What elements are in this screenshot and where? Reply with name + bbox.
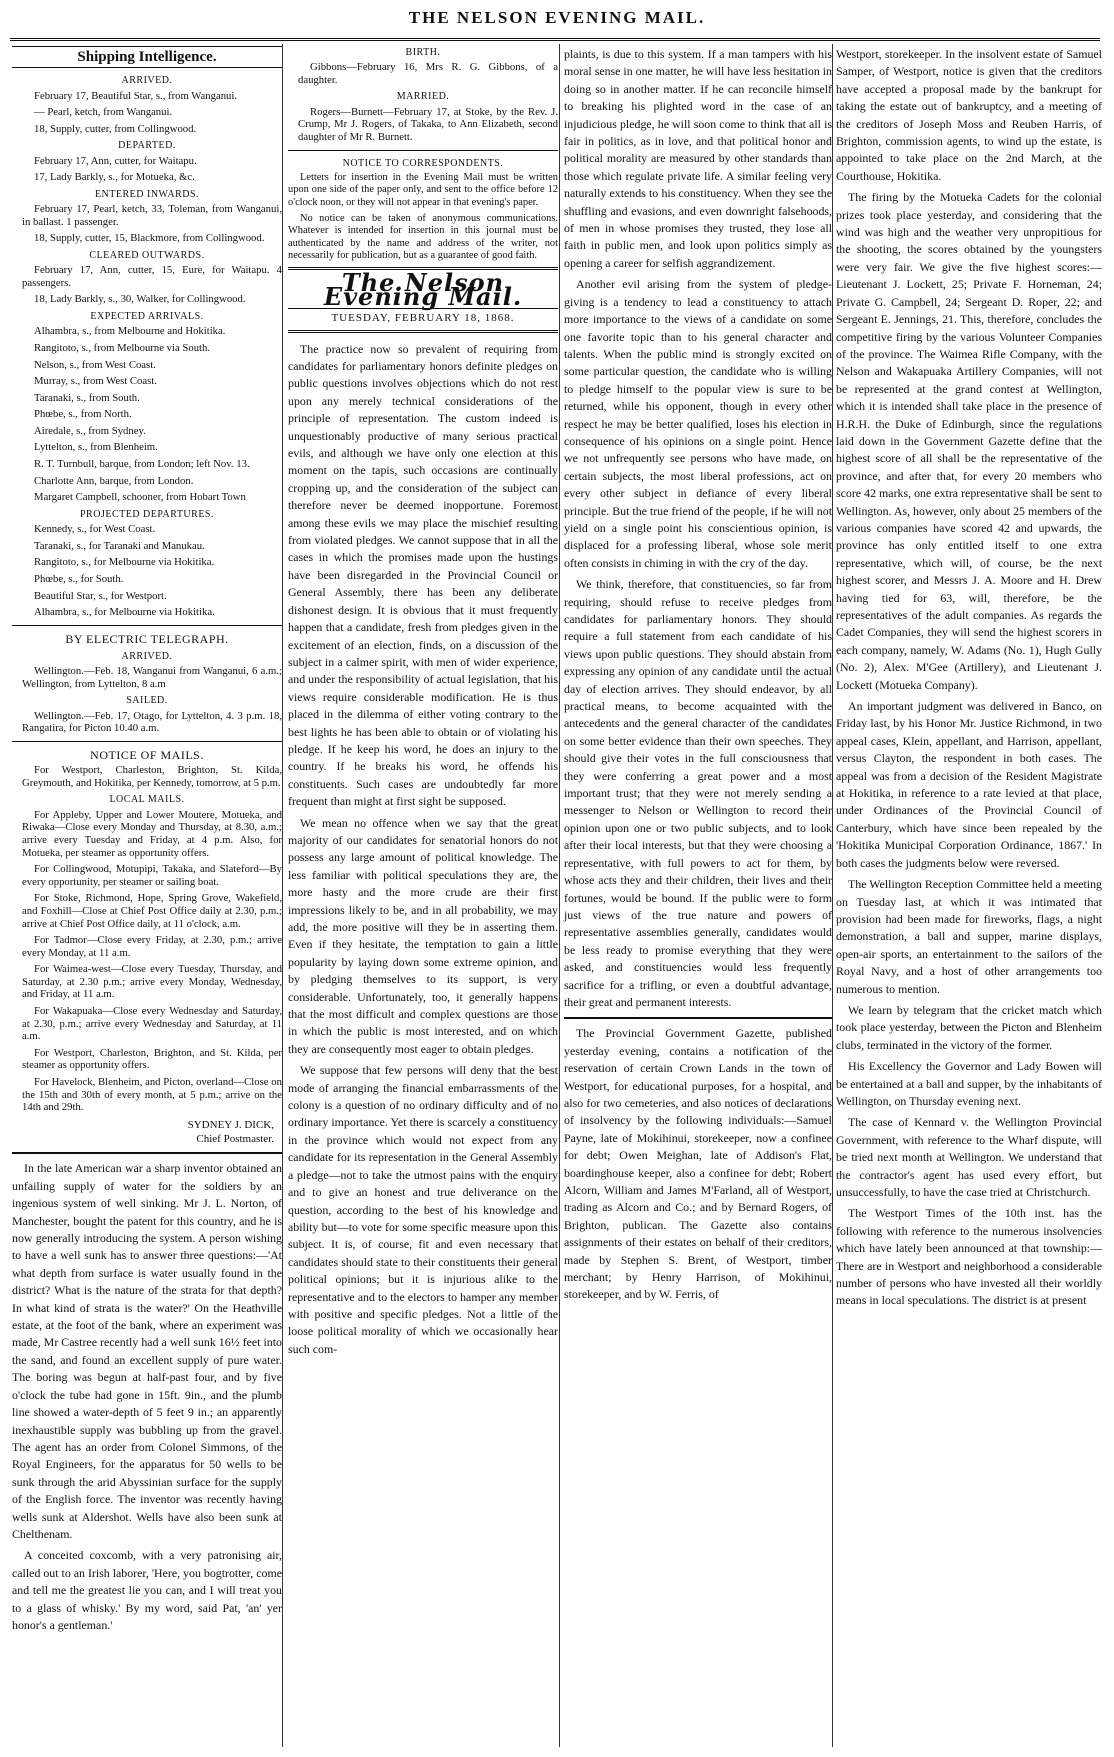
- local-mails-heading: LOCAL MAILS.: [109, 794, 185, 806]
- mail-entry: For Wakapuaka—Close every Wednesday and Saturday, at 2.30, p.m.; arrive every Wednesday and Saturday, at 11 a.m.: [22, 1005, 282, 1043]
- section-rule: [12, 1152, 282, 1154]
- top-rule: [10, 38, 1100, 41]
- shipping-entry: 18, Lady Barkly, s., 30, Walker, for Collingwood.: [34, 293, 246, 306]
- cleared-heading: CLEARED OUTWARDS.: [89, 249, 205, 261]
- column-divider: [559, 44, 560, 1747]
- mail-entry: For Westport, Charleston, Brighton, St. Kilda, Greymouth, and Hokitika, per Kennedy, tomorrow, at 5 p.m.: [22, 764, 282, 789]
- article-paragraph: The Westport Times of the 10th inst. has the following with reference to the numerous insolvencies which have lately been announced at that township:—There are in Westport and neighborhood a considerable number of persons who have invested all their worldly means in local speculations. The district is at present: [836, 1206, 1102, 1308]
- article-paragraph: The Provincial Government Gazette, published yesterday evening, contains a notification of the reservation of certain Crown Lands in the town of Westport, for educational purposes, for a hospital, and also for two cemeteries, and also notices of declarations of insolvency by the following individuals:—Samuel Payne, late of Mokihinui, storekeeper, now a confinee for debt; Owen Meighan, late of Addison's Flat, boardinghouse keeper, also a confinee for debt; Robert Alcorn, William and James M'Farland, all of Westport, trading as Alcorn and Co.; and by Bernard Rogers, of Brighton, publican. The Gazette also contains assignments of their estates on behalf of their creditors, made by Stephen S. Brent, of Westport, timber merchant; by Henry Harrison, of Mokihinui, storekeeper, and by W. Ferris, of: [564, 1026, 832, 1302]
- projected-heading: PROJECTED DEPARTURES.: [80, 508, 214, 520]
- editorial-paragraph: We suppose that few persons will deny that the best mode of arranging the financial embarrassments of the colony is a question of no ordinary difficulty and of no ordinary importance. Yet there is scarcely a constituency in the province which would not expect from any candidate for its representation in the General Assembly a pledge—not to take the utmost pains with the enquiry and to give an honest and true deliverance on the question, according to the best of his knowledge and ability but—to vote for some specific measure upon this subject. It is, of course, fit and even necessary that candidates should state to their constituents their general political opinions; but it is injurious alike to the representative and to the electors to hamper any member with positive and specific pledges. Not a little of the loose political morality of which we occasionally hear such com-: [288, 1063, 558, 1356]
- shipping-entry: Beautiful Star, s., for Westport.: [34, 589, 167, 602]
- section-rule: [288, 330, 558, 333]
- shipping-entry: Rangitoto, s., for Melbourne via Hokitika.: [34, 556, 215, 569]
- shipping-entry: Nelson, s., from West Coast.: [34, 358, 156, 371]
- article-paragraph: The case of Kennard v. the Wellington Provincial Government, with reference to the Wharf dispute, will be tried next month at Wellington. We understand that the contractor's agent has used every effort, but unsuccessfully, to have the case tried at Christchurch.: [836, 1115, 1102, 1199]
- shipping-entry: February 17, Ann, cutter, for Waitapu.: [34, 154, 197, 167]
- section-rule: [564, 1017, 832, 1019]
- article-paragraph: Westport, storekeeper. In the insolvent estate of Samuel Samper, of Westport, notice is given that the creditors have accepted a proposal made by the bankrupt for taking the estate out of bankruptcy, and a meeting of the creditors of Joseph Moss and Reuben Harris, of Brighton, commission agents, to wind up the estate, is appointed to take place on the 2nd March, at the Courthouse, Hokitika.: [836, 47, 1102, 183]
- column-divider: [282, 44, 283, 1747]
- mail-entry: For Appleby, Upper and Lower Moutere, Motueka, and Riwaka—Close every Monday and Thursday, at 8.30, a.m.; arrive every Tuesday and Friday, at 4 p.m. Also, for Motueka, per steamer as opportunity offers.: [22, 808, 282, 859]
- editorial-paragraph: We mean no offence when we say that the great majority of our candidates for senatorial honors do not possess any large amount of political knowledge. The less familiar with political speculations they are, the more hasty and the more crude are their first impressions likely to be, and in all probability, we may add, the more positive will they be in asserting them. Even if they hesitate, the temptation to gain a little popularity by laying down some extreme opinion, and by pledging themselves to its support, is very considerable. Unfortunately, too, it generally happens that the most difficult and complex questions are those in which the public is most interested, and on which they are consequently most eager to obtain pledges.: [288, 815, 558, 1056]
- shipping-entry: Phœbe, s., for South.: [34, 572, 124, 585]
- mail-entry: For Stoke, Richmond, Hope, Spring Grove, Wakefield, and Foxhill—Close at Chief Post Office daily at 2.30, p.m.; arrive at Chief Post Office daily, at 11 o'clock, a.m.: [22, 892, 282, 930]
- arrived-heading: ARRIVED.: [121, 75, 173, 87]
- shipping-entry: 17, Lady Barkly, s., for Motueka, &c.: [34, 171, 195, 184]
- telegraph-entry: Wellington.—Feb. 18, Wanganui from Wanganui, 6 a.m.; Wellington, from Lyttelton, 8 a.m: [22, 665, 282, 690]
- telegraph-heading: BY ELECTRIC TELEGRAPH.: [65, 631, 229, 646]
- masthead: THE NELSON EVENING MAIL.: [408, 8, 706, 27]
- column-divider: [832, 44, 833, 1747]
- column-2: [288, 46, 558, 1362]
- section-rule: [12, 741, 282, 742]
- departed-heading: DEPARTED.: [118, 140, 176, 152]
- married-heading: MARRIED.: [396, 91, 450, 103]
- notice-paragraph: No notice can be taken of anonymous communications. Whatever is intended for insertion in this journal must be authenticated by the name and address of the writer, not necessarily for publication, but as a guarantee of good faith.: [288, 213, 558, 262]
- shipping-entry: Kennedy, s., for West Coast.: [34, 523, 156, 536]
- nameplate: The Nelson Evening Mail.: [323, 267, 523, 311]
- section-rule: [288, 150, 558, 151]
- article-paragraph: The Wellington Reception Committee held a meeting on Tuesday last, at which it was intimated that provision had been made for fireworks, flags, a night demonstration, a ball and supper, marine displays, open-air sports, an entertainment to the sailors of the Royal Navy, and a host of other arrangements too numerous to mention.: [836, 877, 1102, 996]
- postmaster-signature: SYDNEY J. DICK,: [187, 1118, 274, 1131]
- shipping-entry: Taranaki, s., for Taranaki and Manukau.: [34, 539, 205, 552]
- telegraph-arrived-heading: ARRIVED.: [121, 651, 173, 662]
- editorial-paragraph: plaints, is due to this system. If a man tampers with his moral sense in one matter, he will have less hesitation in doing so in another matter. If he can reconcile himself to breaking his plighted word in the case of an injudicious pledge, he will soon come to think that all is fair in politics, as in love, and that political honor and political morality are measured by other standards than those which regulate private life. A similar feeling very naturally extends to his constituency. When they see the shuffling and evasions, and even downright falsehoods, of men in whose promises they trusted, they lose all faith in public men, and look upon politics simply as opening a career for selfish aggrandizement.: [564, 47, 832, 270]
- shipping-entry: February 17, Ann, cutter, 15, Eure, for Waitapu. 4 passengers.: [22, 264, 282, 289]
- shipping-entry: February 17, Beautiful Star, s., from Wanganui.: [34, 89, 238, 102]
- editorial-paragraph: Another evil arising from the system of pledge-giving is a tendency to lead a constituency to attach more importance to the views of a candidate on some one favorite topic than to his general character and talents. When the public mind is strongly excited on some particular question, the candidate who is willing to pledge himself to the popular view is sure to be returned, while his opponent, though in every other respect he may be better qualified, loses his election in consequence of his opinions on a single point. Hence we not unfrequently see persons who have made, on certain subjects, the most liberal professions, act on every other subject in defiance of every liberal principle. But the true friend of the people, if he will not yield on a single point his conscientious opinion, is displaced for a professing liberal, whose sole merit often consists in chiming in with the cry of the day.: [564, 277, 832, 570]
- shipping-entry: R. T. Turnbull, barque, from London; left Nov. 13.: [34, 458, 250, 471]
- article-paragraph: The firing by the Motueka Cadets for the colonial prizes took place yesterday, and considering that the wind was high and the weather very unpropitious for the shooting, the scores obtained by the youngsters were very fair. We give the five highest scores:—Lieutenant J. Lockett, 25; Private F. Horneman, 24; Private G. Campbell, 24; Sergeant D. Roper, 22; and Sergeant E. Jennings, 21. This, therefore, concludes the competitive firing by the various Volunteer Companies of the province. The Waimea Rifle Company, with the Nelson and Wakapuaka Artillery Companies, will not be represented at the grand contest at Wellington, which it is intended shall take place in the presence of H.R.H. the Duke of Edinburgh, since the regulations laid down in the Government Gazette define that the highest score of all shall be the representative of the province, and after that, for every 20 members who score 42 marks, one extra representative shall be sent to Wellington. As, however, only about 25 members of the various companies have scored 42 and upwards, the province has only entitled itself to one extra representative, which will, of course, be the next highest scorer, and Messrs J. A. Moore and H. Drew having tied for 63, will, therefore, be the representatives of the adult companies. As regards the Cadet Companies, they will send the highest scorers in each company, namely, W. Adams (No. 1), Hugh Gully (No. 2), Alex. M'Gee (Artillery), and Lieutenant J. Lockett (Motueka Company).: [836, 190, 1102, 692]
- shipping-entry: Rangitoto, s., from Melbourne via South.: [34, 341, 211, 354]
- article-paragraph: A conceited coxcomb, with a very patronising air, called out to an Irish laborer, 'Here, you bogtrotter, come and tell me the greatest lie you can, and I will treat you to a glass of whisky.' By my word, said Pat, 'an' yer honor's a gentleman.': [12, 1548, 282, 1632]
- birth-notice: Gibbons—February 16, Mrs R. G. Gibbons, of a daughter.: [298, 61, 558, 86]
- notice-heading: NOTICE TO CORRESPONDENTS.: [342, 157, 504, 169]
- article-paragraph: We learn by telegram that the cricket match which took place yesterday, between the Picton and Blenheim clubs, terminated in the victory of the former.: [836, 1002, 1102, 1052]
- marriage-notice: Rogers—Burnett—February 17, at Stoke, by the Rev. J. Crump, Mr J. Rogers, of Takaka, to Ann Elizabeth, second daughter of Mr R. Burnett.: [298, 105, 558, 143]
- mails-heading: NOTICE OF MAILS.: [90, 747, 204, 762]
- shipping-entry: Taranaki, s., from South.: [34, 391, 140, 404]
- column-1: [12, 46, 282, 1638]
- shipping-entry: 18, Supply, cutter, 15, Blackmore, from Collingwood.: [34, 232, 265, 245]
- dateline: TUESDAY, FEBRUARY 18, 1868.: [331, 312, 515, 325]
- editorial-paragraph: We think, therefore, that constituencies, so far from requiring, should refuse to receive pledges from candidates for parliamentary honors. They should require a full statement from each candidate of his views upon public questions. They should abstain from expressing any opinion of any candidate until the actual day of election arrives. They should endeavor, by all practical means, to become acquainted with the antecedents and the general character of the candidates on some better evidence than their own speeches. They should give their votes in the full consciousness that they were conferring a great power and a most important trust; that they were not merely sending a messenger to Nelson or Wellington to record their opinion upon one or two public subjects, and to look after their local interests, but that they were choosing a representative, with full powers to act for them, by whose acts they and their children, their lives and their fortunes, would be bound. If the public were to form just views of the true nature and powers of representative assemblies generally, candidates would be less ready to promise everything that they were asked, and constituencies would less frequently sacrifice for a trifling, or even a doubtful advantage, their great and permanent interests.: [564, 577, 832, 1009]
- shipping-title: Shipping Intelligence.: [77, 49, 217, 65]
- shipping-entry: Airedale, s., from Sydney.: [34, 424, 146, 437]
- article-paragraph: An important judgment was delivered in Banco, on Friday last, by his Honor Mr. Justice Richmond, in two appeal cases, Klein, appellant, and Harrison, appellant, versus Clayton, the respondent in both cases. The appeal was from a decision of the Resident Magistrate at Hokitika, in reference to a rate levied at that place, under Ordinances of the Provincial Council of Canterbury, which have since been repealed by the 'Hokitika Municipal Corporation Ordinance, 1867.' In both cases the judgments below were reversed.: [836, 699, 1102, 870]
- postmaster-title: Chief Postmaster.: [196, 1133, 274, 1146]
- mail-entry: For Westport, Charleston, Brighton, and St. Kilda, per steamer as opportunity offers.: [22, 1046, 282, 1072]
- shipping-entry: — Pearl, ketch, from Wanganui.: [34, 106, 173, 119]
- expected-heading: EXPECTED ARRIVALS.: [90, 311, 204, 323]
- shipping-entry: Lyttelton, s., from Blenheim.: [34, 441, 158, 454]
- column-4: [836, 46, 1102, 1314]
- birth-heading: BIRTH.: [405, 47, 441, 58]
- mail-entry: For Havelock, Blenheim, and Picton, overland—Close on the 15th and 30th of every month, at 5 p.m.; arrive on the 14th and 29th.: [22, 1076, 282, 1114]
- shipping-entry: Murray, s., from West Coast.: [34, 375, 157, 388]
- article-paragraph: His Excellency the Governor and Lady Bowen will be entertained at a ball and supper, by the inhabitants of Wellington, on Thursday evening next.: [836, 1059, 1102, 1108]
- shipping-title-box: [12, 46, 282, 68]
- shipping-entry: February 17, Pearl, ketch, 33, Toleman, from Wanganui, in ballast. 1 passenger.: [22, 203, 282, 228]
- mail-entry: For Tadmor—Close every Friday, at 2.30, p.m.; arrive every Monday, at 11 a.m.: [22, 934, 282, 959]
- mail-entry: For Collingwood, Motupipi, Takaka, and Slateford—By every opportunity, per steamer or sailing boat.: [22, 863, 282, 888]
- mail-entry: For Waimea-west—Close every Tuesday, Thursday, and Saturday, at 2.30 p.m.; arrive every Monday, Wednesday, and Friday, at 11 a.m.: [22, 963, 282, 1001]
- entered-heading: ENTERED INWARDS.: [94, 188, 200, 200]
- column-3: [564, 46, 832, 1308]
- telegraph-entry: Wellington.—Feb. 17, Otago, for Lyttelton, 4. 3 p.m. 18, Rangatira, for Picton 10.40 a.m.: [22, 709, 282, 735]
- shipping-entry: Alhambra, s., from Melbourne and Hokitika.: [34, 325, 226, 338]
- shipping-entry: Charlotte Ann, barque, from London.: [34, 474, 194, 487]
- shipping-entry: Phœbe, s., from North.: [34, 408, 132, 421]
- telegraph-sailed-heading: SAILED.: [126, 695, 168, 707]
- article-paragraph: In the late American war a sharp inventor obtained an unfailing supply of water for the soldiers by an ingenious system of well sinking. Mr J. L. Norton, of Manchester, bought the patent for this country, and he is now generally introducing the system. A person wishing to have a well sunk has to answer three questions:—'At what depth from surface is water usually found in the district? What is the nature of the strata for that depth? In what kind of strata is the water?' On the Heathville estate, at the foot of the bank, where an experiment was made, Mr Castree recently had a well sunk 16½ feet into the sand, and found an excellent supply of pure water. The boring was begun at half-past four, and by five o'clock the tube had gone in 15ft. 9in., and the plumb line showed a water-depth of 5 feet 9 in.; an apparently inexhaustible supply was bubbling up from the gravel. The agent has an order from Colonel Simmons, of the Royal Engineers, for the apparatus for 50 wells to be sunk through the arid Abyssinian surface for the supply of the English force. The inventor was recently having wells sunk at Aldershot. Wells have also been sunk at Chelthenam.: [12, 1161, 282, 1541]
- notice-paragraph: Letters for insertion in the Evening Mail must be written upon one side of the paper only, and sent to the office before 12 o'clock noon, or they will not appear in that evening's paper.: [288, 171, 558, 208]
- section-rule: [12, 625, 282, 626]
- shipping-entry: Margaret Campbell, schooner, from Hobart Town: [34, 491, 246, 504]
- shipping-entry: 18, Supply, cutter, from Collingwood.: [34, 122, 197, 135]
- shipping-entry: Alhambra, s., for Melbourne via Hokitika.: [34, 606, 215, 619]
- editorial-paragraph: The practice now so prevalent of requiring from candidates for parliamentary honors definite pledges on public questions involves objections which do not rest upon any merely technical considerations of the principle of representation. The custom indeed is unquestionably productive of many serious practical evils, and although we have only one election at this moment on the tapis, such occasions are continually cropping up, and the consideration of the subject can therefore never be deemed inopportune. Foremost among these evils we may place the mischief resulting from violated pledges. We cannot suppose that in all the cases in which the promises made upon the hustings have been disregarded in the Provincial Council or General Assembly, there has been any deliberate dishonest design. It is obvious that it must frequently happen that a candidate, fresh from pledges given in the excitement of an election, finds, on a discussion of the subject in a calmer spirit, with men of wider experience, and under the responsibility of actual legislation, that his views require considerable modification. He is thus placed in the dilemma of either voting contrary to the best lights he has been able to obtain or of violating his pledge. If he keep his word, he does an injury to the country. If he breaks his word, he offends his constituents. Such cases are undoubtedly far more frequent than might at first sight be supposed.: [288, 341, 558, 809]
